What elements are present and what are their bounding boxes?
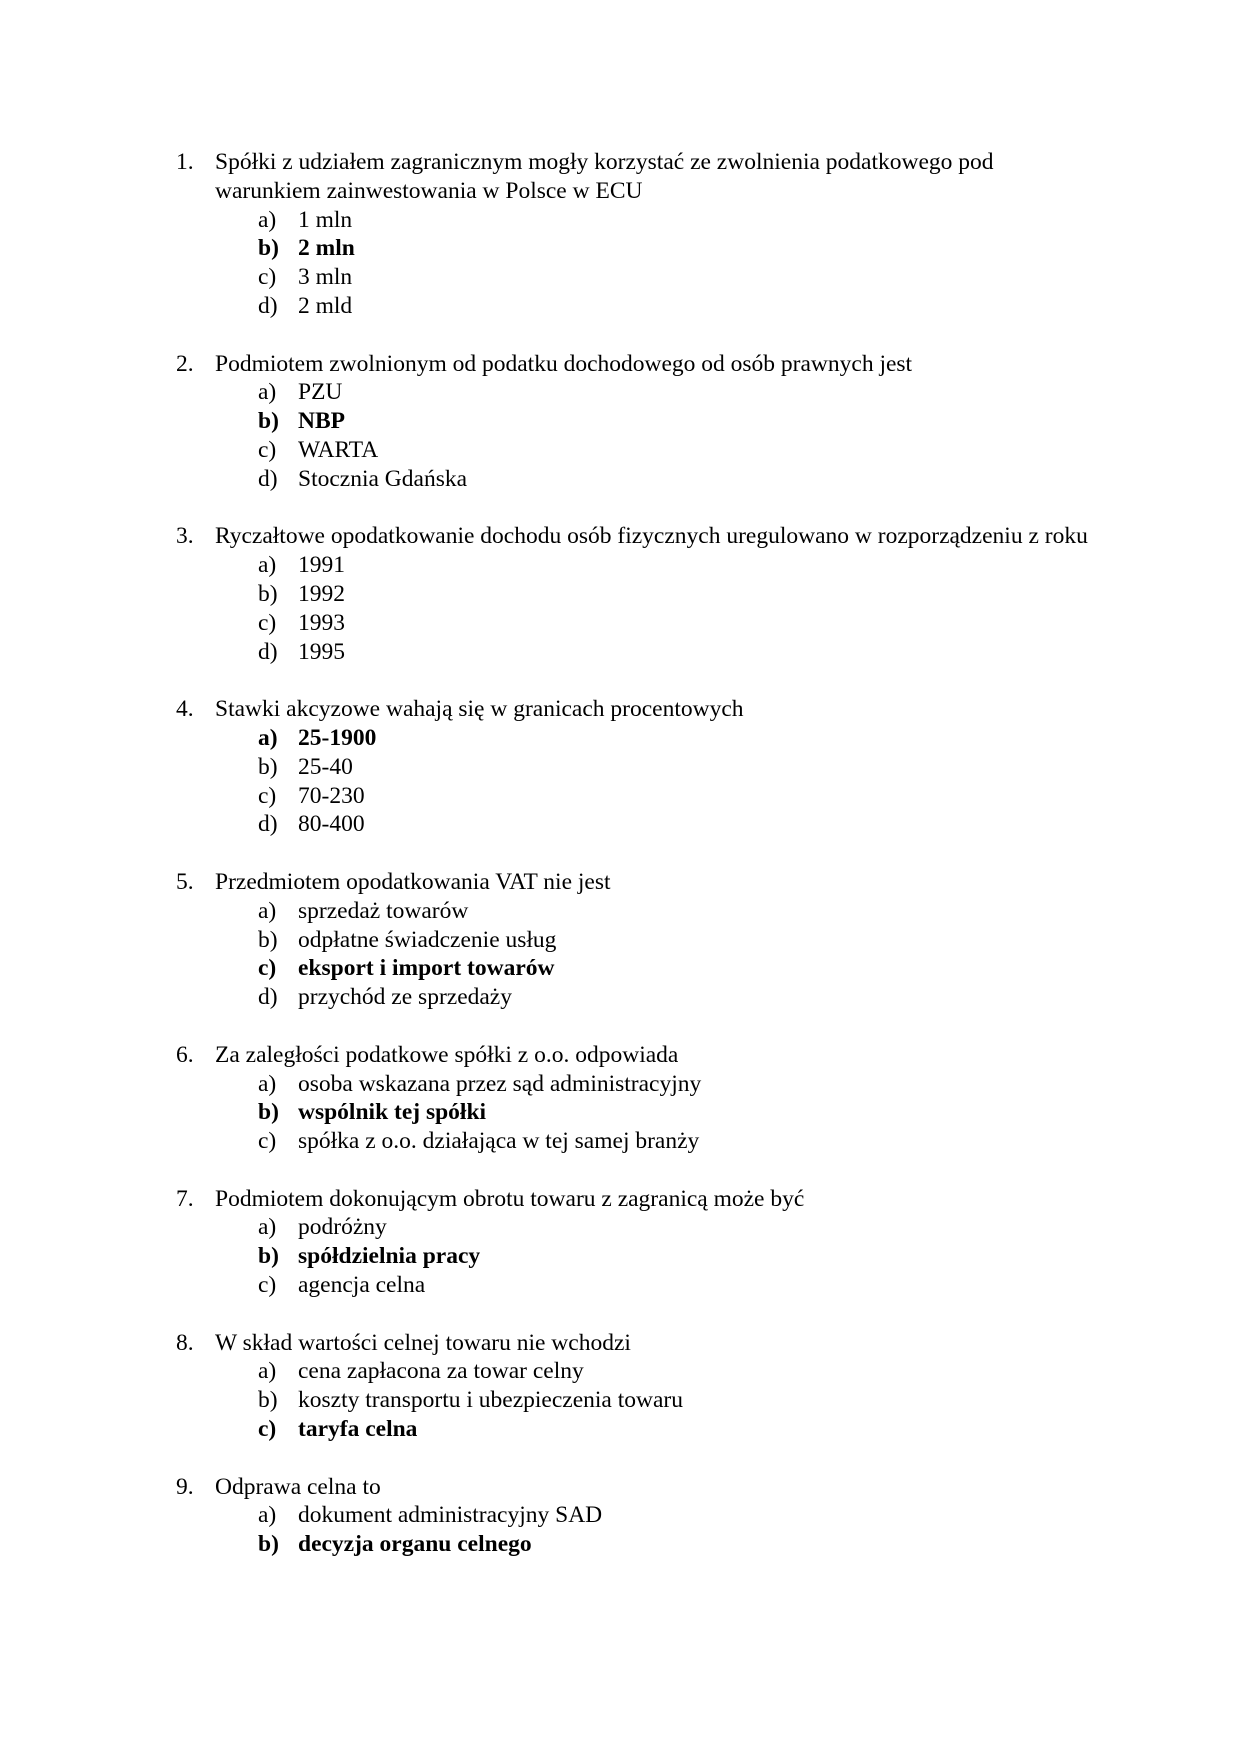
answer-list bbox=[0, 1501, 1240, 1559]
answer-letter: b) bbox=[258, 926, 278, 953]
answer-letter: a) bbox=[258, 724, 278, 751]
answer-option-correct bbox=[0, 234, 1240, 263]
answer-text: decyzja organu celnego bbox=[298, 1531, 532, 1558]
answer-text: 1 mln bbox=[298, 206, 353, 233]
answer-letter: a) bbox=[258, 1214, 277, 1241]
answer-letter: b) bbox=[258, 753, 278, 780]
answer-option bbox=[0, 1271, 1240, 1300]
answer-list bbox=[0, 206, 1240, 321]
answer-option bbox=[0, 926, 1240, 955]
question-header bbox=[0, 1473, 1100, 1502]
question-item bbox=[0, 1329, 1240, 1444]
answer-letter: b) bbox=[258, 1099, 279, 1126]
question-number: 2. bbox=[176, 350, 194, 377]
question-number: 1. bbox=[176, 149, 194, 175]
answer-text: przychód ze sprzedaży bbox=[298, 984, 512, 1011]
answer-text: Stocznia Gdańska bbox=[298, 465, 468, 492]
answer-letter: c) bbox=[258, 264, 277, 291]
answer-list bbox=[0, 551, 1240, 666]
question-text: Podmiotem dokonującym obrotu towaru z zagranicą może być bbox=[215, 1185, 805, 1212]
question-item bbox=[0, 695, 1240, 839]
answer-text: eksport i import towarów bbox=[298, 955, 555, 982]
answer-letter: d) bbox=[258, 984, 278, 1011]
answer-letter: c) bbox=[258, 955, 277, 982]
answer-text: wspólnik tej spółki bbox=[298, 1099, 487, 1126]
answer-option bbox=[0, 1127, 1240, 1156]
question-header bbox=[0, 350, 1100, 379]
question-number: 9. bbox=[176, 1473, 194, 1500]
answer-text: osoba wskazana przez sąd administracyjny bbox=[298, 1070, 702, 1097]
question-text: Stawki akcyzowe wahają się w granicach procentowych bbox=[215, 696, 744, 723]
answer-text: 1995 bbox=[298, 638, 345, 665]
answer-text: 25-1900 bbox=[298, 724, 377, 751]
answer-text: dokument administracyjny SAD bbox=[298, 1502, 603, 1529]
answer-letter: c) bbox=[258, 436, 277, 463]
answer-option bbox=[0, 1357, 1240, 1386]
question-text: Podmiotem zwolnionym od podatku dochodowego od osób prawnych jest bbox=[215, 350, 913, 377]
answer-option bbox=[0, 263, 1240, 292]
answer-text: WARTA bbox=[298, 436, 379, 463]
question-header bbox=[0, 1041, 1100, 1070]
answer-option bbox=[0, 810, 1240, 839]
answer-option bbox=[0, 580, 1240, 609]
answer-letter: d) bbox=[258, 638, 278, 665]
answer-letter: a) bbox=[258, 1070, 277, 1097]
answer-text: 25-40 bbox=[298, 753, 353, 780]
answer-list bbox=[0, 897, 1240, 1012]
question-text: Odprawa celna to bbox=[215, 1473, 381, 1500]
answer-option-correct bbox=[0, 407, 1240, 436]
question-header bbox=[0, 1185, 1100, 1214]
answer-text: 3 mln bbox=[298, 264, 353, 291]
answer-text: taryfa celna bbox=[298, 1416, 418, 1443]
answer-letter: b) bbox=[258, 235, 279, 262]
answer-text: 1992 bbox=[298, 580, 345, 607]
answer-option-correct bbox=[0, 1530, 1240, 1559]
answer-option bbox=[0, 1070, 1240, 1099]
question-text: Przedmiotem opodatkowania VAT nie jest bbox=[215, 868, 611, 895]
answer-option bbox=[0, 292, 1240, 321]
question-header bbox=[0, 868, 1100, 897]
answer-text: spółdzielnia pracy bbox=[298, 1243, 481, 1270]
answer-text: sprzedaż towarów bbox=[298, 897, 469, 924]
question-header bbox=[0, 522, 1100, 551]
answer-text: 2 mln bbox=[298, 235, 355, 262]
answer-option-correct bbox=[0, 1242, 1240, 1271]
question-item bbox=[0, 350, 1240, 494]
question-text: Za zaległości podatkowe spółki z o.o. odpowiada bbox=[215, 1041, 679, 1068]
answer-list bbox=[0, 1070, 1240, 1156]
question-number: 8. bbox=[176, 1329, 194, 1356]
answer-letter: a) bbox=[258, 379, 277, 406]
answer-text: PZU bbox=[298, 379, 343, 406]
answer-option bbox=[0, 897, 1240, 926]
answer-option bbox=[0, 609, 1240, 638]
answer-option bbox=[0, 1386, 1240, 1415]
answer-letter: a) bbox=[258, 206, 277, 233]
answer-list bbox=[0, 378, 1240, 493]
question-number: 3. bbox=[176, 523, 194, 550]
answer-option bbox=[0, 1213, 1240, 1242]
answer-letter: a) bbox=[258, 552, 277, 579]
answer-option bbox=[0, 1501, 1240, 1530]
answer-list bbox=[0, 724, 1240, 839]
answer-text: 70-230 bbox=[298, 782, 365, 809]
answer-text: 80-400 bbox=[298, 811, 365, 838]
question-number: 7. bbox=[176, 1185, 194, 1212]
answer-text: spółka z o.o. działająca w tej samej branży bbox=[298, 1128, 700, 1155]
answer-letter: d) bbox=[258, 292, 278, 319]
question-item bbox=[0, 522, 1240, 666]
answer-text: podróżny bbox=[298, 1214, 387, 1241]
answer-letter: b) bbox=[258, 408, 279, 435]
answer-option-correct bbox=[0, 1098, 1240, 1127]
question-item bbox=[0, 148, 1240, 321]
answer-text: 2 mld bbox=[298, 292, 353, 319]
answer-letter: b) bbox=[258, 1531, 279, 1558]
answer-letter: b) bbox=[258, 1387, 278, 1414]
answer-letter: b) bbox=[258, 1243, 279, 1270]
answer-option bbox=[0, 436, 1240, 465]
answer-option-correct bbox=[0, 724, 1240, 753]
answer-letter: b) bbox=[258, 580, 278, 607]
answer-option bbox=[0, 753, 1240, 782]
question-header bbox=[0, 1329, 1100, 1358]
answer-text: agencja celna bbox=[298, 1272, 426, 1299]
answer-letter: d) bbox=[258, 465, 278, 492]
question-item bbox=[0, 868, 1240, 1012]
question-text: Spółki z udziałem zagranicznym mogły korzystać ze zwolnienia podatkowego pod warunkiem zainwestowania w Polsce w ECU bbox=[215, 149, 994, 204]
answer-text: koszty transportu i ubezpieczenia towaru bbox=[298, 1387, 683, 1414]
answer-option bbox=[0, 206, 1240, 235]
answer-letter: c) bbox=[258, 782, 277, 809]
question-header bbox=[0, 695, 1100, 724]
answer-text: NBP bbox=[298, 408, 345, 435]
question-item bbox=[0, 1473, 1240, 1559]
question-item bbox=[0, 1185, 1240, 1300]
answer-option bbox=[0, 638, 1240, 667]
question-item bbox=[0, 1041, 1240, 1156]
answer-option bbox=[0, 551, 1240, 580]
question-text: W skład wartości celnej towaru nie wchodzi bbox=[215, 1329, 631, 1356]
answer-text: odpłatne świadczenie usług bbox=[298, 926, 557, 953]
answer-letter: c) bbox=[258, 1272, 277, 1299]
answer-letter: c) bbox=[258, 1416, 277, 1443]
answer-letter: a) bbox=[258, 1502, 277, 1529]
answer-option bbox=[0, 378, 1240, 407]
answer-list bbox=[0, 1213, 1240, 1299]
answer-option bbox=[0, 983, 1240, 1012]
question-number: 4. bbox=[176, 696, 194, 723]
answer-option bbox=[0, 465, 1240, 494]
question-header bbox=[0, 148, 1100, 206]
question-number: 6. bbox=[176, 1041, 194, 1068]
answer-letter: c) bbox=[258, 609, 277, 636]
answer-option-correct bbox=[0, 954, 1240, 983]
answer-list bbox=[0, 1357, 1240, 1443]
answer-letter: a) bbox=[258, 897, 277, 924]
answer-letter: c) bbox=[258, 1128, 277, 1155]
answer-text: 1991 bbox=[298, 552, 345, 579]
question-number: 5. bbox=[176, 868, 194, 895]
answer-text: cena zapłacona za towar celny bbox=[298, 1358, 584, 1385]
answer-letter: d) bbox=[258, 811, 278, 838]
answer-letter: a) bbox=[258, 1358, 277, 1385]
question-text: Ryczałtowe opodatkowanie dochodu osób fizycznych uregulowano w rozporządzeniu z roku bbox=[215, 523, 1088, 550]
answer-option bbox=[0, 782, 1240, 811]
answer-text: 1993 bbox=[298, 609, 345, 636]
question-list bbox=[0, 148, 1240, 1588]
answer-option-correct bbox=[0, 1415, 1240, 1444]
